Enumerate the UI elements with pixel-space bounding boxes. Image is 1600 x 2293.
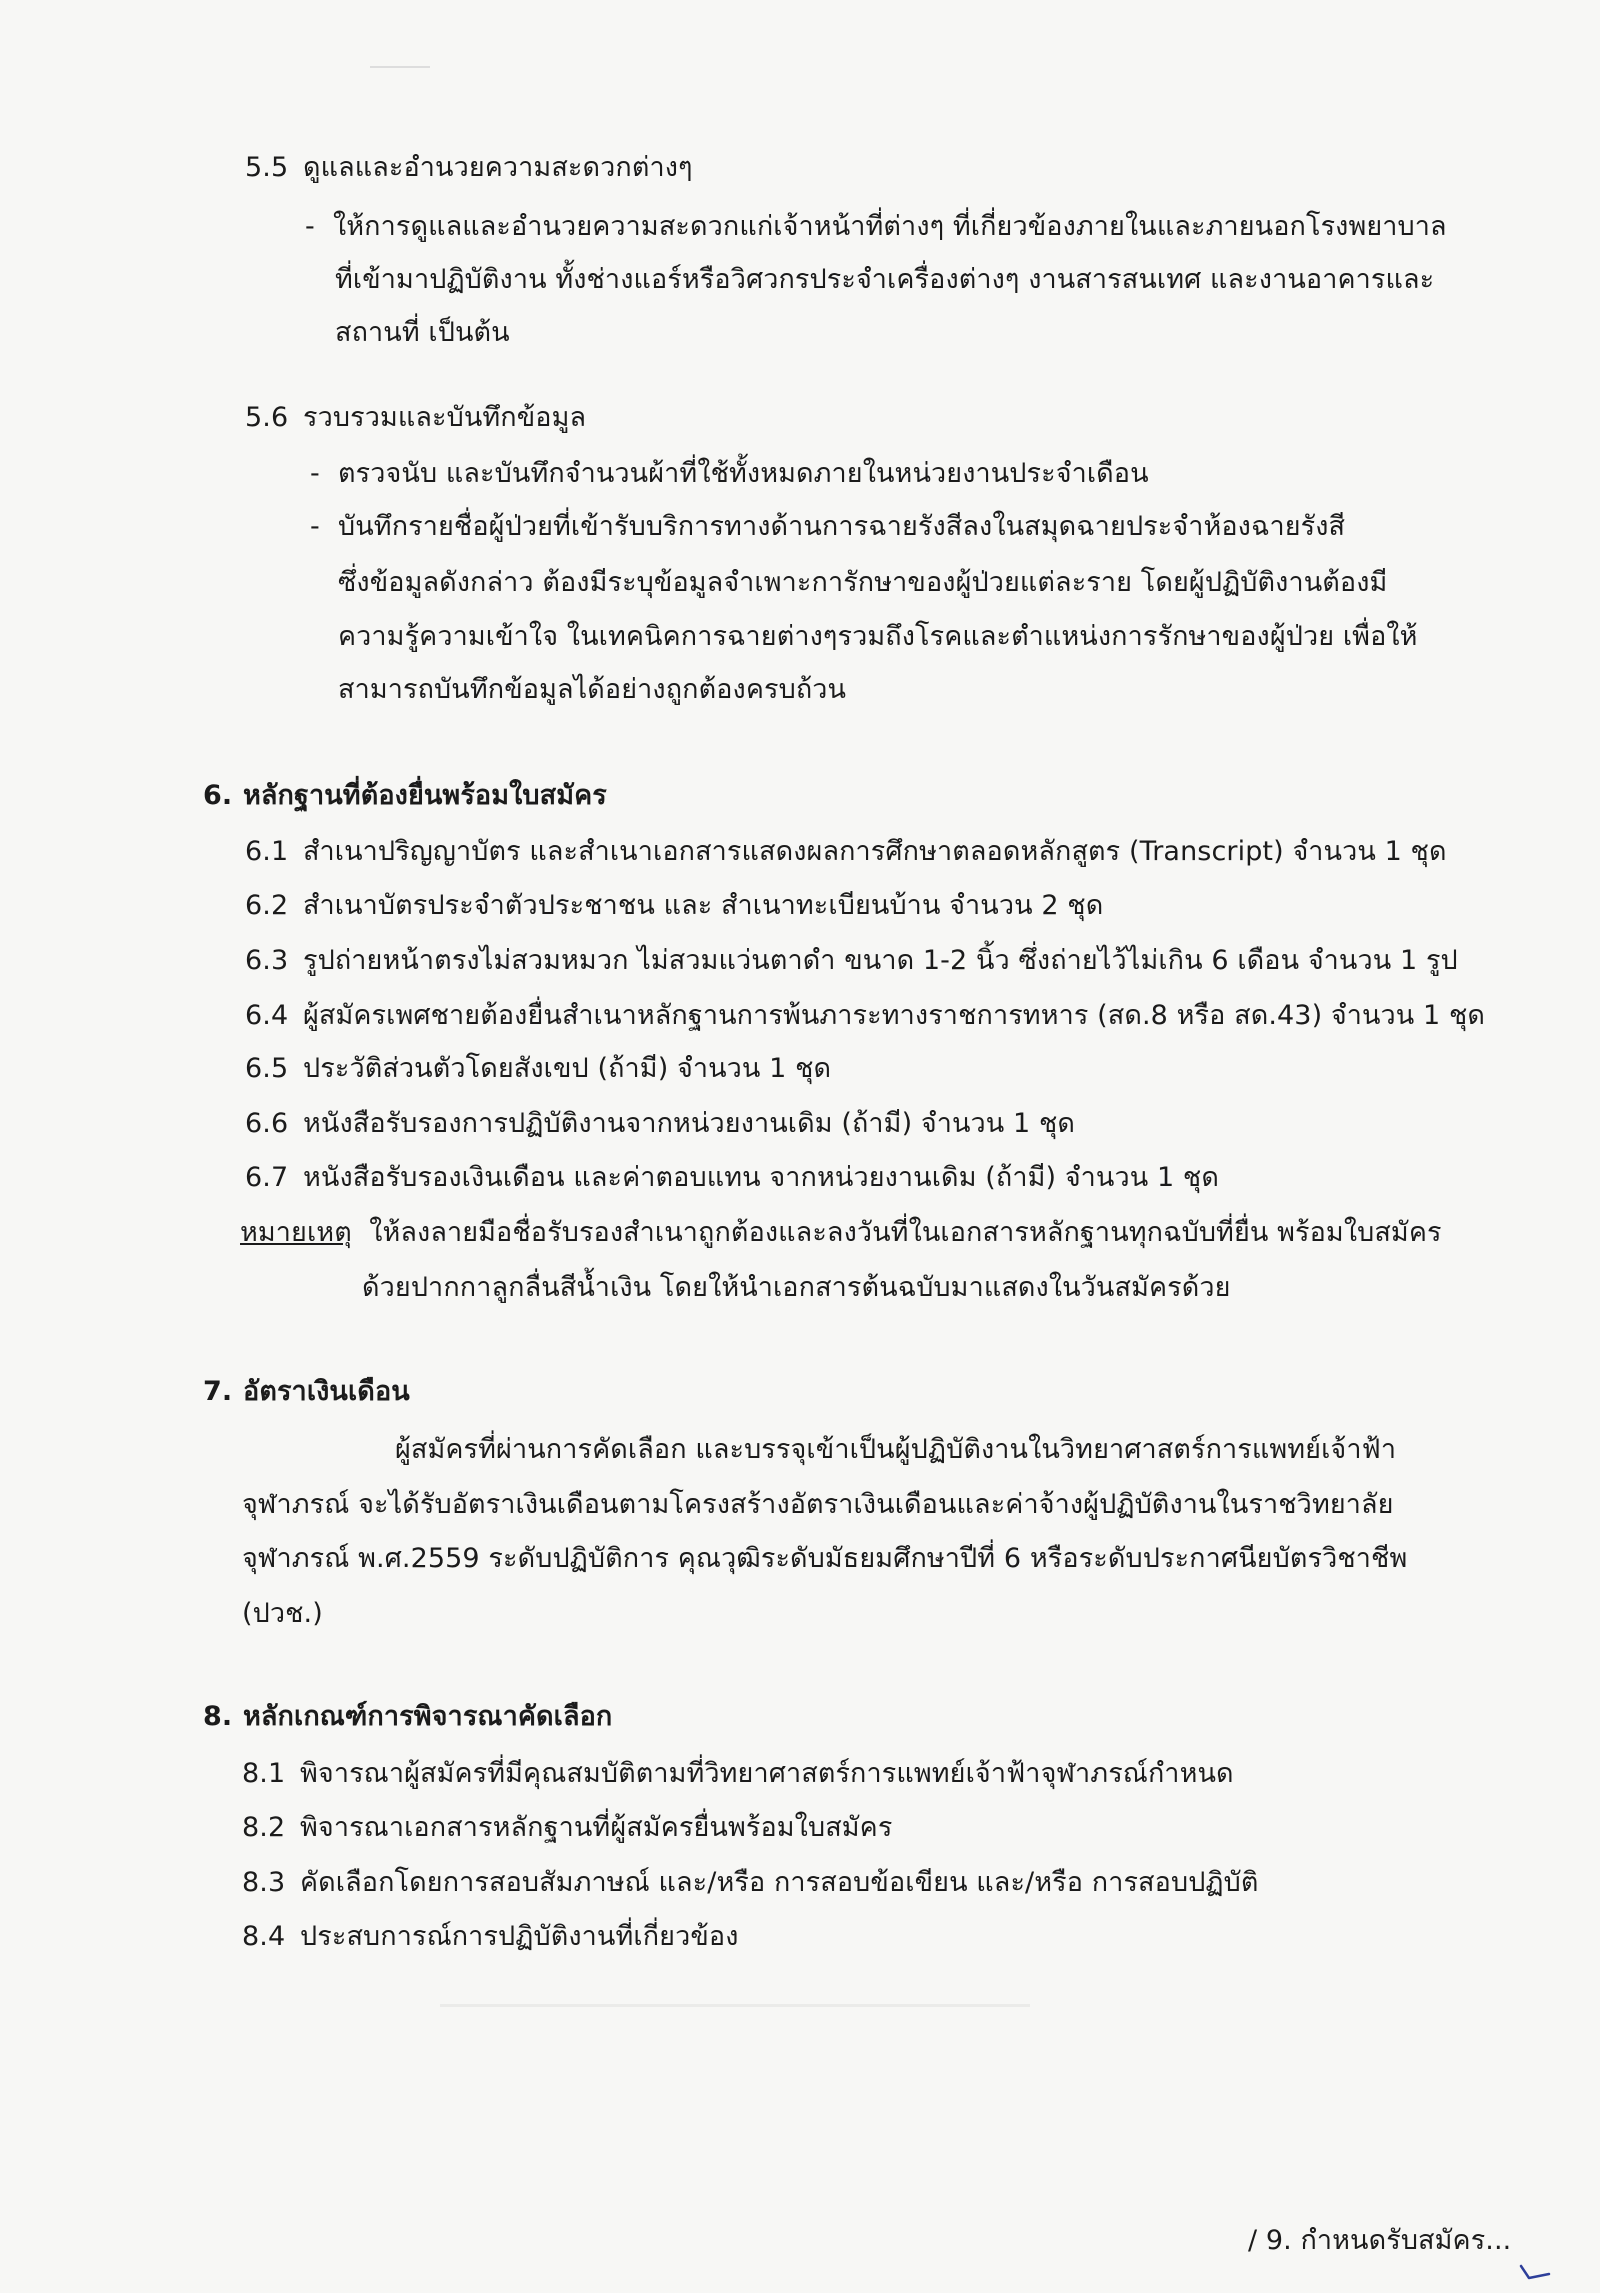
section-5-5-title: ดูแลและอำนวยความสะดวกต่างๆ bbox=[303, 152, 693, 183]
section-8-item-2: 8.2 พิจารณาเอกสารหลักฐานที่ผู้สมัครยื่นพร้อมใบสมัคร bbox=[242, 1812, 893, 1843]
section-7-line-3: จุฬาภรณ์ พ.ศ.2559 ระดับปฏิบัติการ คุณวุฒิระดับมัธยมศึกษาปีที่ 6 หรือระดับประกาศนียบัตรวิชาชีพ bbox=[242, 1543, 1408, 1574]
section-8-title: หลักเกณฑ์การพิจารณาคัดเลือก bbox=[243, 1701, 613, 1732]
section-6-note-line-2: ด้วยปากกาลูกลื่นสีน้ำเงิน โดยให้นำเอกสารต้นฉบับมาแสดงในวันสมัครด้วย bbox=[362, 1272, 1231, 1303]
section-8-item-3: 8.3 คัดเลือกโดยการสอบสัมภาษณ์ และ/หรือ การสอบข้อเขียน และ/หรือ การสอบปฏิบัติ bbox=[242, 1867, 1259, 1898]
section-5-5-line-1: - ให้การดูแลและอำนวยความสะดวกแก่เจ้าหน้าที่ต่างๆ ที่เกี่ยวข้องภายในและภายนอกโรงพยาบาล bbox=[305, 207, 1447, 247]
section-8-heading: 8. หลักเกณฑ์การพิจารณาคัดเลือก bbox=[203, 1701, 613, 1732]
section-6-heading: 6. หลักฐานที่ต้องยื่นพร้อมใบสมัคร bbox=[203, 780, 607, 811]
section-6-item-4: 6.4 ผู้สมัครเพศชายต้องยื่นสำเนาหลักฐานการพ้นภาระทางราชการทหาร (สด.8 หรือ สด.43) จำนวน 1 ชุด bbox=[245, 1000, 1486, 1031]
section-5-5-line-2: ที่เข้ามาปฏิบัติงาน ทั้งช่างแอร์หรือวิศวกรประจำเครื่องต่างๆ งานสารสนเทศ และงานอาคารและ bbox=[335, 264, 1435, 295]
section-5-6-number: 5.6 bbox=[245, 402, 289, 433]
section-5-5-number: 5.5 bbox=[245, 152, 289, 183]
section-7-line-2: จุฬาภรณ์ จะได้รับอัตราเงินเดือนตามโครงสร้างอัตราเงินเดือนและค่าจ้างผู้ปฏิบัติงานในราชวิทยาลัย bbox=[242, 1489, 1394, 1520]
section-5-6-item-2-line-2: ซึ่งข้อมูลดังกล่าว ต้องมีระบุข้อมูลจำเพาะการักษาของผู้ป่วยแต่ละราย โดยผู้ปฏิบัติงานต้องมี bbox=[338, 567, 1388, 598]
section-6-note-line-1: หมายเหตุ ให้ลงลายมือชื่อรับรองสำเนาถูกต้องและลงวันที่ในเอกสารหลักฐานทุกฉบับที่ยื่น พร้อมใบสมัคร bbox=[240, 1217, 1442, 1248]
section-6-item-7: 6.7 หนังสือรับรองเงินเดือน และค่าตอบแทน จากหน่วยงานเดิม (ถ้ามี) จำนวน 1 ชุด bbox=[245, 1162, 1219, 1193]
scan-mark-top bbox=[370, 66, 430, 68]
section-5-6-item-2-line-1: - บันทึกรายชื่อผู้ป่วยที่เข้ารับบริการทางด้านการฉายรังสีลงในสมุดฉายประจำห้องฉายรังสี bbox=[310, 511, 1346, 542]
bullet-dash: - bbox=[305, 211, 315, 242]
page-continuation: / 9. กำหนดรับสมัคร... bbox=[1248, 2225, 1512, 2256]
section-6-title: หลักฐานที่ต้องยื่นพร้อมใบสมัคร bbox=[243, 780, 607, 811]
section-6-item-5: 6.5 ประวัติส่วนตัวโดยสังเขป (ถ้ามี) จำนวน 1 ชุด bbox=[245, 1053, 832, 1084]
section-6-item-1: 6.1 สำเนาปริญญาบัตร และสำเนาเอกสารแสดงผลการศึกษาตลอดหลักสูตร (Transcript) จำนวน 1 ชุด bbox=[245, 836, 1447, 867]
section-5-6-item-1: - ตรวจนับ และบันทึกจำนวนผ้าที่ใช้ทั้งหมดภายในหน่วยงานประจำเดือน bbox=[310, 458, 1149, 489]
handwritten-mark-icon bbox=[1515, 2262, 1555, 2282]
section-7-line-4: (ปวช.) bbox=[242, 1598, 323, 1629]
section-5-6-title: รวบรวมและบันทึกข้อมูล bbox=[303, 402, 587, 433]
section-6-item-2: 6.2 สำเนาบัตรประจำตัวประชาชน และ สำเนาทะเบียนบ้าน จำนวน 2 ชุด bbox=[245, 890, 1104, 921]
section-7-heading: 7. อัตราเงินเดือน bbox=[203, 1376, 410, 1407]
section-8-item-4: 8.4 ประสบการณ์การปฏิบัติงานที่เกี่ยวข้อง bbox=[242, 1921, 739, 1952]
section-5-6-heading bbox=[245, 398, 586, 438]
note-label: หมายเหตุ bbox=[240, 1217, 352, 1248]
section-8-item-1: 8.1 พิจารณาผู้สมัครที่มีคุณสมบัติตามที่วิทยาศาสตร์การแพทย์เจ้าฟ้าจุฬาภรณ์กำหนด bbox=[242, 1758, 1234, 1789]
section-6-item-6: 6.6 หนังสือรับรองการปฏิบัติงานจากหน่วยงานเดิม (ถ้ามี) จำนวน 1 ชุด bbox=[245, 1108, 1076, 1139]
section-5-5-heading bbox=[245, 148, 693, 188]
section-7-line-1: ผู้สมัครที่ผ่านการคัดเลือก และบรรจุเข้าเป็นผู้ปฏิบัติงานในวิทยาศาสตร์การแพทย์เจ้าฟ้า bbox=[395, 1434, 1397, 1465]
section-5-5-line-3: สถานที่ เป็นต้น bbox=[335, 317, 510, 348]
section-6-item-3: 6.3 รูปถ่ายหน้าตรงไม่สวมหมวก ไม่สวมแว่นตาดำ ขนาด 1-2 นิ้ว ซึ่งถ่ายไว้ไม่เกิน 6 เดือน จำนวน 1 รูป bbox=[245, 945, 1458, 976]
section-5-6-item-2-line-4: สามารถบันทึกข้อมูลได้อย่างถูกต้องครบถ้วน bbox=[338, 674, 847, 705]
section-7-title: อัตราเงินเดือน bbox=[243, 1376, 410, 1407]
scan-mark-bottom bbox=[440, 2004, 1030, 2007]
section-5-6-item-2-line-3: ความรู้ความเข้าใจ ในเทคนิคการฉายต่างๆรวมถึงโรคและตำแหน่งการรักษาของผู้ป่วย เพื่อให้ bbox=[338, 621, 1418, 652]
